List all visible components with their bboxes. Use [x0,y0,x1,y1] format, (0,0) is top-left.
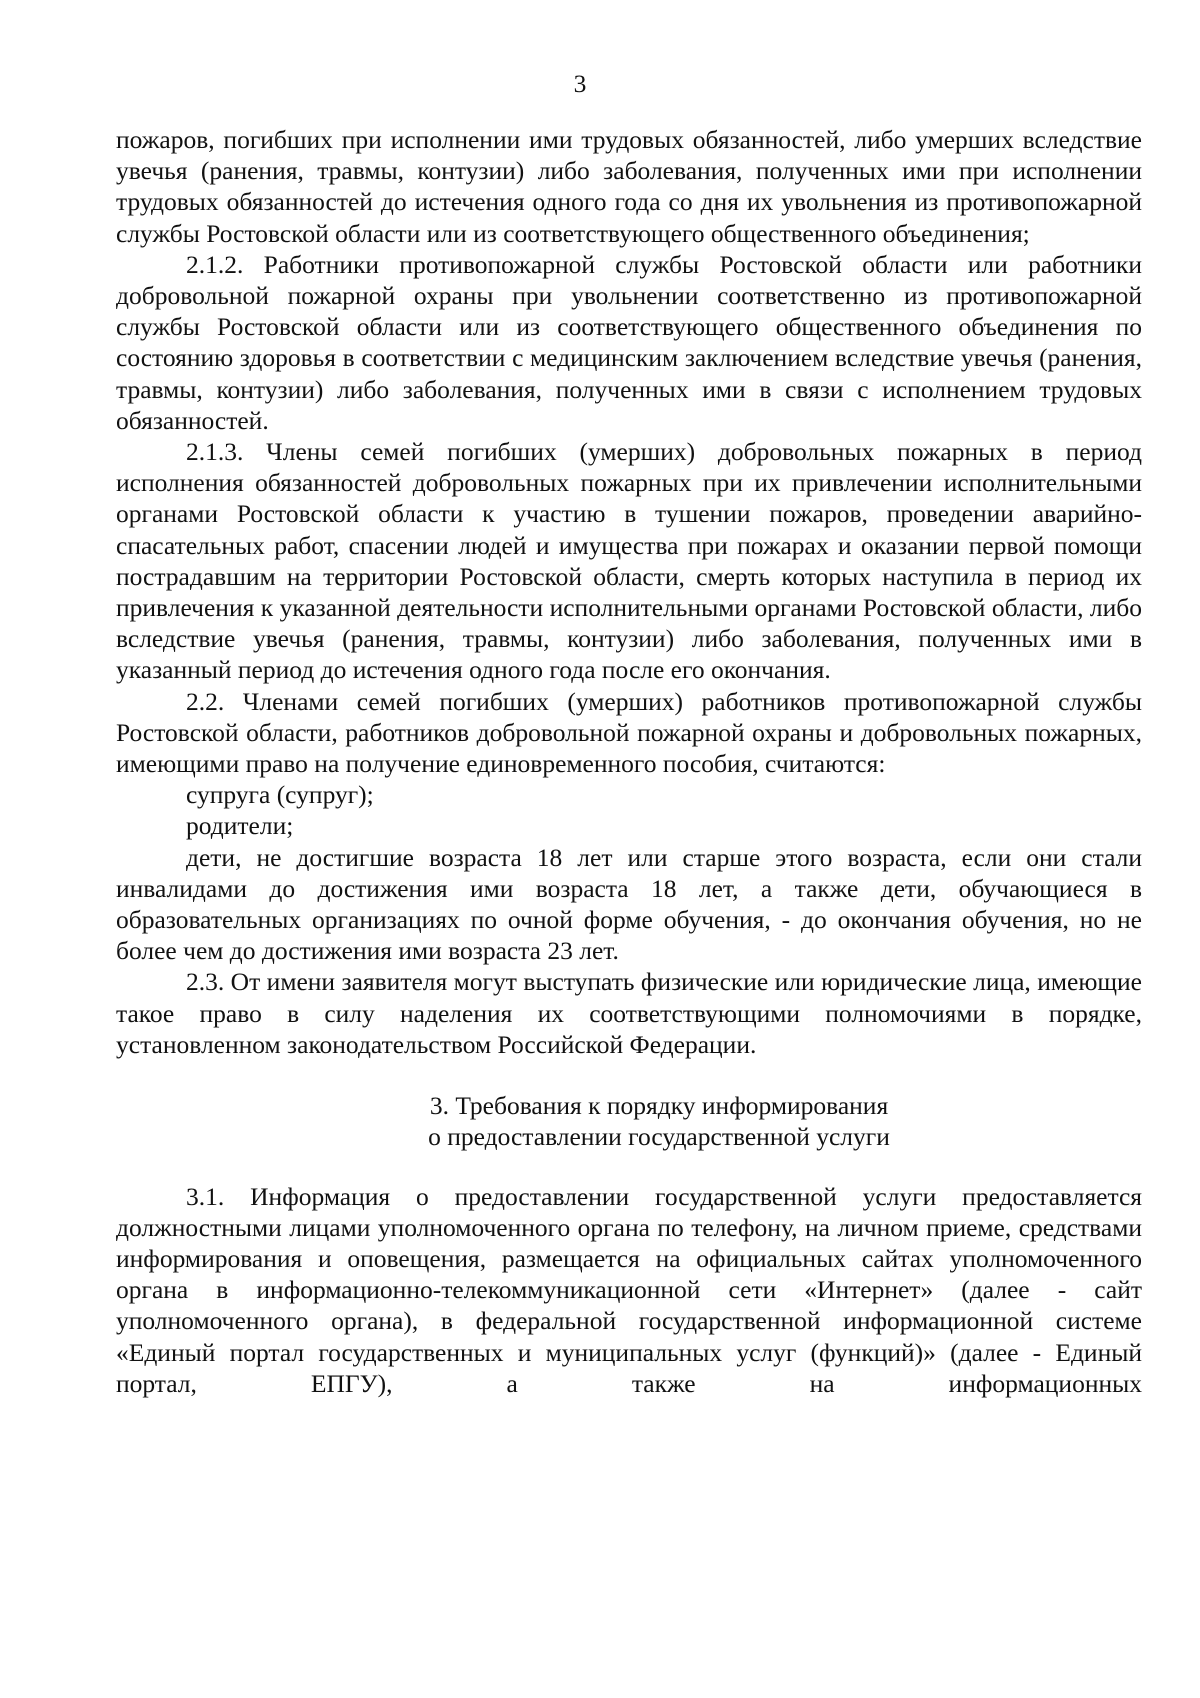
paragraph: 2.1.3. Члены семей погибших (умерших) добровольных пожарных в период исполнения обязанностей добровольных пожарных при их привлечении исполнительными органами Ростовской области к участию в тушении пожаров, проведении аварийно-спасательных работ, спасении людей и имущества при пожарах и оказании первой помощи пострадавшим на территории Ростовской области, смерть которых наступила в период их привлечения к указанной деятельности исполнительными органами Ростовской области, либо вследствие увечья (ранения, травмы, контузии) либо заболевания, полученных ими в указанный период до истечения одного года после его окончания. [116,437,1142,685]
paragraph: 3.1. Информация о предоставлении государственной услуги предоставляется должностными лицами уполномоченного органа по телефону, на личном приеме, средствами информирования и оповещения, размещается на официальных сайтах уполномоченного органа в информационно-телекоммуникационной сети «Интернет» (далее - сайт уполномоченного органа), в федеральной государственной информационной системе «Единый портал государственных и муниципальных услуг (функций)» (далее - Единый портал, ЕПГУ), а также на информационных [116,1181,1142,1398]
page-number: 3 [573,69,587,98]
section-heading-line-2: о предоставлении государственной услуги [428,1122,890,1152]
paragraph: супруга (супруг); [186,780,374,810]
paragraph: 2.2. Членами семей погибших (умерших) работников противопожарной службы Ростовской области, работников добровольной пожарной охраны и добровольных пожарных, имеющими право на получение единовременного пособия, считаются: [116,686,1142,779]
paragraphs-before [116,124,1142,1060]
paragraph: родители; [186,811,294,841]
paragraph: 2.3. От имени заявителя могут выступать физические или юридические лица, имеющие такое право в силу наделения их соответствующими полномочиями в порядке, установленном законодательством Российской Федерации. [116,967,1142,1059]
paragraph: 2.1.2. Работники противопожарной службы Ростовской области или работники добровольной пожарной охраны при увольнении соответственно из противопожарной службы Ростовской области или из соответствующего общественного объединения по состоянию здоровья в соответствии с медицинским заключением вследствие увечья (ранения, травмы, контузии) либо заболевания, полученных ими в связи с исполнением трудовых обязанностей. [116,249,1142,435]
section-heading [116,1090,1142,1152]
paragraph: дети, не достигшие возраста 18 лет или старше этого возраста, если они стали инвалидами до достижения ими возраста 18 лет, а также дети, обучающиеся в образовательных организациях по очной форме обучения, - до окончания обучения, но не более чем до достижения ими возраста 23 лет. [116,842,1142,966]
paragraphs-after [116,1181,1142,1399]
paragraph: пожаров, погибших при исполнении ими трудовых обязанностей, либо умерших вследствие увечья (ранения, травмы, контузии) либо заболевания, полученных ими при исполнении трудовых обязанностей до истечения одного года со дня их увольнения из противопожарной службы Ростовской области или из соответствующего общественного объединения; [116,125,1142,248]
section-heading-line-1: 3. Требования к порядку информирования [429,1091,889,1121]
document-body [116,124,1142,1399]
